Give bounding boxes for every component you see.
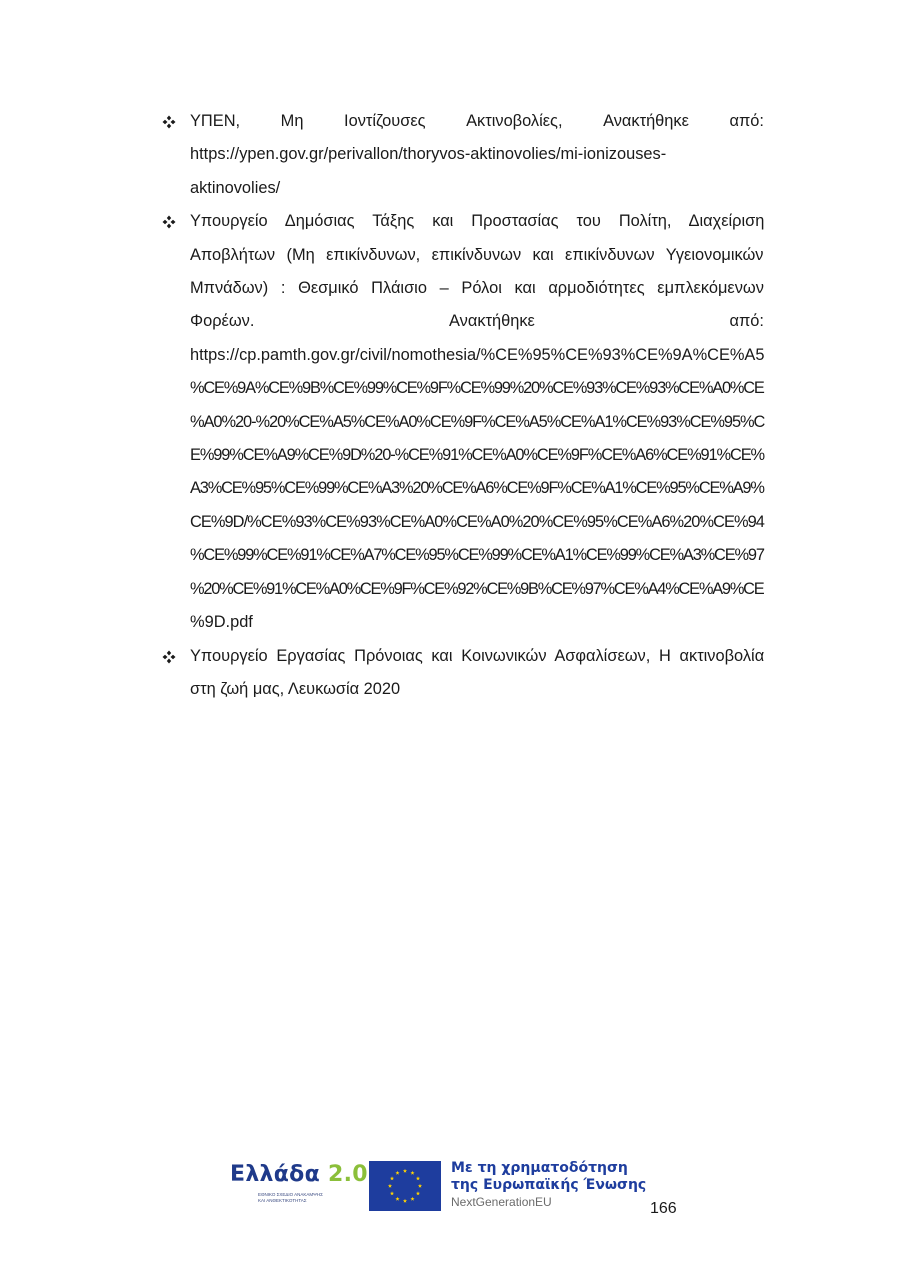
diamond-bullet-icon <box>162 640 178 673</box>
reference-line: Αποβλήτων (Μη επικίνδυνων, επικίνδυνων και επικίνδυνων Υγειονομικών <box>190 245 764 264</box>
eu-funding-text <box>451 1160 646 1210</box>
ellada-logo-number: 2.0 <box>327 1162 368 1187</box>
ellada-logo-subtitle <box>258 1192 323 1203</box>
eu-flag-icon <box>369 1161 441 1211</box>
reference-line: Υπουργείο Εργασίας Πρόνοιας και Κοινωνικών Ασφαλίσεων, Η ακτινοβολία <box>190 646 765 665</box>
page-number: 166 <box>650 1200 677 1217</box>
reference-line: Υπουργείο Δημόσιας Τάξης και Προστασίας του Πολίτη, Διαχείριση <box>190 212 765 231</box>
eu-star-icon <box>388 1184 392 1188</box>
eu-star-icon <box>395 1197 399 1201</box>
eu-star-icon <box>418 1184 422 1188</box>
footer-logos <box>228 1160 688 1220</box>
reference-line: στη ζωή μας, Λευκωσία 2020 <box>190 679 401 698</box>
references-list <box>160 105 764 706</box>
ellada-logo-subtitle-line1: ΕΘΝΙΚΟ ΣΧΕΔΙΟ ΑΝΑΚΑΜΨΗΣ <box>258 1192 323 1197</box>
reference-word: από: <box>729 112 764 130</box>
reference-item <box>160 105 764 205</box>
reference-line: %CE%99%CE%91%CE%A7%CE%95%CE%99%CE%A1%CE%99%CE%A3%CE%97 <box>190 546 764 565</box>
reference-line: %A0%20-%20%CE%A5%CE%A0%CE%9F%CE%A5%CE%A1%CE%93%CE%95%C <box>190 412 765 431</box>
eu-star-icon <box>416 1191 420 1195</box>
eu-program-name: NextGenerationEU <box>451 1195 552 1209</box>
reference-line: CE%9D/%CE%93%CE%93%CE%A0%CE%A0%20%CE%95%CE%A6%20%CE%94 <box>190 512 764 531</box>
reference-line: %CE%9A%CE%9B%CE%99%CE%9F%CE%99%20%CE%93%CE%93%CE%A0%CE <box>190 379 764 398</box>
eu-star-icon <box>410 1197 414 1201</box>
eu-star-icon <box>403 1199 407 1203</box>
reference-item <box>160 205 764 639</box>
diamond-bullet-icon <box>162 105 178 138</box>
reference-word: Ανακτήθηκε <box>603 112 689 130</box>
eu-funding-line1: Με τη χρηματοδότηση <box>451 1160 628 1176</box>
reference-line <box>190 305 764 338</box>
ellada-logo-title <box>230 1162 368 1187</box>
reference-line: https://cp.pamth.gov.gr/civil/nomothesia/%CE%95%CE%93%CE%9A%CE%A5 <box>190 345 765 364</box>
eu-star-icon <box>390 1191 394 1195</box>
reference-word: Φορέων. <box>190 312 255 331</box>
diamond-bullet-icon <box>162 205 178 238</box>
eu-star-icon <box>403 1169 407 1173</box>
reference-word: Ανακτήθηκε <box>449 312 535 331</box>
reference-item <box>160 640 764 707</box>
reference-line: %20%CE%91%CE%A0%CE%9F%CE%92%CE%9B%CE%97%CE%A4%CE%A9%CE <box>190 579 764 598</box>
reference-line: aktinovolies/ <box>190 178 281 197</box>
eu-star-icon <box>395 1171 399 1175</box>
eu-star-icon <box>410 1171 414 1175</box>
reference-word: Ακτινοβολίες, <box>466 112 563 130</box>
reference-line: %9D.pdf <box>190 613 253 632</box>
reference-word: Ιοντίζουσες <box>344 112 426 130</box>
eu-funding-line2: της Ευρωπαϊκής Ένωσης <box>451 1177 647 1193</box>
reference-line: E%99%CE%A9%CE%9D%20-%CE%91%CE%A0%CE%9F%CE%A6%CE%91%CE% <box>190 446 765 465</box>
reference-word: Μη <box>280 112 304 130</box>
eu-star-icon <box>390 1176 394 1180</box>
reference-line <box>190 105 764 138</box>
reference-line: A3%CE%95%CE%99%CE%A3%20%CE%A6%CE%9F%CE%A1%CE%95%CE%A9% <box>190 479 764 498</box>
ellada-logo-word: Ελλάδα <box>230 1162 321 1187</box>
reference-word: από: <box>729 312 764 331</box>
eu-star-icon <box>416 1176 420 1180</box>
ellada-logo-subtitle-line2: ΚΑΙ ΑΝΘΕΚΤΙΚΟΤΗΤΑΣ <box>258 1197 307 1203</box>
reference-line: https://ypen.gov.gr/perivallon/thoryvos-aktinovolies/mi-ionizouses- <box>190 145 667 164</box>
ellada-2-0-logo <box>228 1162 368 1210</box>
reference-word: ΥΠΕΝ, <box>190 112 241 130</box>
reference-line: Μπνάδων) : Θεσμικό Πλάισιο – Ρόλοι και αρμοδιότητες εμπλεκόμενων <box>190 279 764 298</box>
